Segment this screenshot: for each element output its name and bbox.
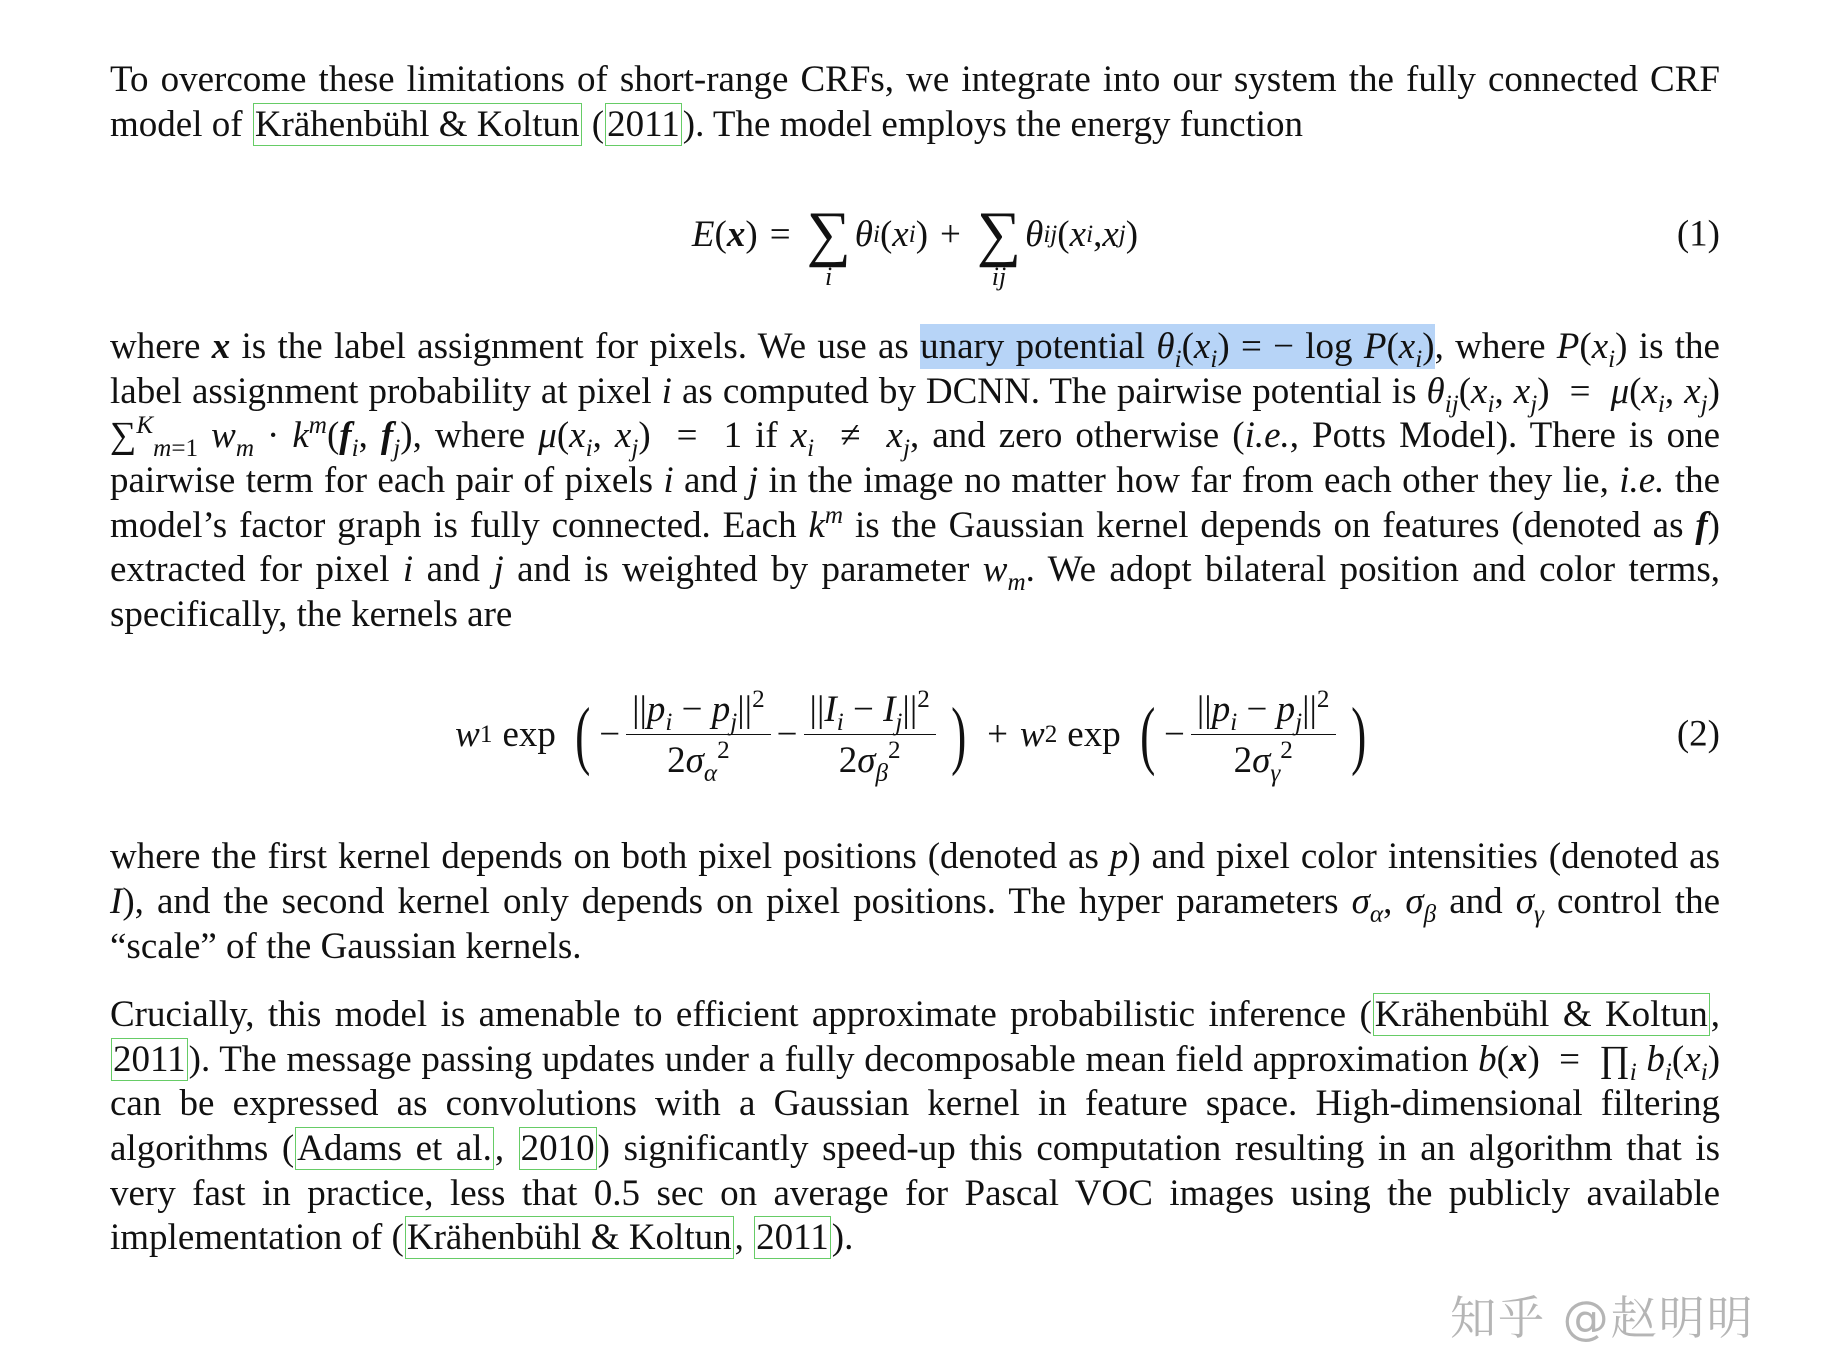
equation-2 (110, 675, 1720, 795)
equation-2-number: (2) (1676, 714, 1720, 756)
citation-year-2011[interactable]: 2011 (113, 1038, 186, 1080)
zhihu-watermark: 知乎 @赵明明 (1450, 1291, 1755, 1345)
citation-year-2011[interactable]: 2011 (756, 1217, 829, 1259)
citation-adams-et-al[interactable]: Adams et al. (297, 1127, 492, 1169)
citation-krahenbuhl-koltun[interactable]: Krähenbühl & Koltun (254, 103, 580, 145)
paragraph-kernels: where the first kernel depends on both pixel positions (denoted as p) and pixel color intensities (denoted as I), and the second kernel only depends on pixel positions. The hyper parameters $\sigma_\alpha$, $\sigma_\beta$ and $\sigma_\gamma$ control the “scale” of the Gaussian kernels. (110, 836, 1721, 967)
paragraph-potentials: where x is the label assignment for pixels. We use as unary potential $\theta_i(x_i)$ = − $\log P(x_i)$, where $P(x_i)$ is the label assignment probability at pixel i as computed by DCNN. The pairwise potential is $\theta_{ij}(x_i$, $x_j) = \mu(x_i$, $x_j$) ∑$^K_{m=1}$ $w_m \cdot k^m(f_i$, $f_j$), where $\mu(x_i$, $x_j) = 1$ if $x_i \ne x_j$, and zero otherwise (i.e., Potts Model). There is one pairwise term for each pair of pixels i and j in the image no matter how far from each other they lie, i.e. the model’s factor graph is fully connected. Each $k^m$ is the Gaussian kernel depends on features (denoted as f) extracted for pixel i and j and is weighted by parameter $w_m$. We adopt bilateral position and color terms, specifically, the kernels are (110, 326, 1721, 635)
equation-2-body: w 1 exp ( − $\frac{||p_i - p_j||^2}{2\sigma_\alpha^2}$ − $\frac{||I_i - I_j||^2}{2\sigma_\beta^2}$ ) + w 2 exp ( − $\frac{||p_i - p_j||^2}{2\sigma_\gamma^2}$ ) (455, 686, 1366, 787)
equation-1-body: E ( x ) = ∑ i θ i ( x i ) + ∑ ij θ ij ( x i , x j ) (691, 200, 1139, 292)
paragraph-intro: To overcome these limitations of short-range CRFs, we integrate into our system the fully connected CRF model of Krähenbühl & Koltun (2011). The model employs the energy function (110, 59, 1720, 145)
paragraph-inference: Crucially, this model is amenable to efficient approximate probabilistic inference (Krähenbühl & Koltun, 2011). The message passing updates under a fully decomposable mean field approximation $b(x) = \prod_i$ $b_i(x_i)$ can be expressed as convolutions with a Gaussian kernel in feature space. High-dimensional filtering algorithms (Adams et al., 2010) significantly speed-up this computation resulting in an algorithm that is very fast in practice, less that 0.5 sec on average for Pascal VOC images using the publicly available implementation of (Krähenbühl & Koltun, 2011). (110, 994, 1721, 1259)
citation-krahenbuhl-koltun[interactable]: Krähenbühl & Koltun (1374, 994, 1708, 1036)
highlighted-selection: unary potential $\theta_i(x_i)$ = − $\log P(x_i)$ (920, 326, 1435, 373)
citation-krahenbuhl-koltun[interactable]: Krähenbühl & Koltun (406, 1217, 732, 1259)
citation-year-2011[interactable]: 2011 (607, 103, 680, 145)
equation-1 (110, 185, 1720, 292)
citation-year-2010[interactable]: 2010 (520, 1127, 595, 1169)
paper-page (110, 58, 1720, 1261)
equation-1-number: (1) (1676, 213, 1720, 255)
